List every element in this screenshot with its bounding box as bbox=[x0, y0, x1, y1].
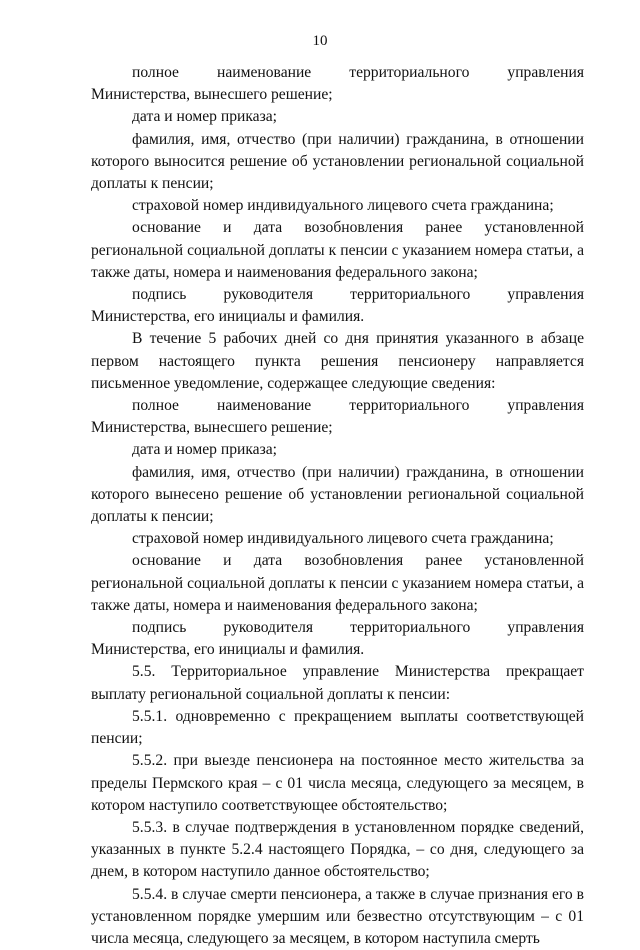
paragraph: страховой номер индивидуального лицевого счета гражданина; bbox=[132, 197, 554, 215]
paragraph: основание и дата возобновления ранее установленной региональной социальной доплаты к пенсии с указанием номера статьи, а также даты, номера и наименования федерального закона; bbox=[91, 552, 584, 614]
paragraph: полное наименование территориального управления Министерства, вынесшего решение; bbox=[91, 397, 584, 437]
paragraph: 5.5. Территориальное управление Министерства прекращает выплату региональной социальной доплаты к пенсии: bbox=[91, 663, 584, 703]
paragraph: подпись руководителя территориального управления Министерства, его инициалы и фамилия. bbox=[91, 286, 584, 326]
paragraph: 5.5.2. при выезде пенсионера на постоянное место жительства за пределы Пермского края – с 01 числа месяца, следующего за месяцем, в котором наступило соответствующее обстоятельство; bbox=[91, 752, 584, 814]
page-number: 10 bbox=[312, 33, 328, 49]
paragraph: В течение 5 рабочих дней со дня принятия указанного в абзаце первом настоящего пункта решения пенсионеру направляется письменное уведомление, содержащее следующие сведения: bbox=[91, 330, 584, 392]
paragraph: полное наименование территориального управления Министерства, вынесшего решение; bbox=[91, 64, 584, 104]
paragraph: 5.5.3. в случае подтверждения в установленном порядке сведений, указанных в пункте 5.2.4 настоящего Порядка, – со дня, следующего за днем, в котором наступило данное обстоятельство; bbox=[91, 818, 584, 881]
paragraph: страховой номер индивидуального лицевого счета гражданина; bbox=[132, 530, 554, 548]
document-body bbox=[91, 62, 584, 950]
paragraph: фамилия, имя, отчество (при наличии) гражданина, в отношении которого вынесено решение об установлении региональной социальной доплаты к пенсии; bbox=[91, 463, 584, 526]
paragraph: основание и дата возобновления ранее установленной региональной социальной доплаты к пенсии с указанием номера статьи, а также даты, номера и наименования федерального закона; bbox=[91, 219, 584, 281]
paragraph: дата и номер приказа; bbox=[132, 441, 278, 459]
paragraph: 5.5.1. одновременно с прекращением выплаты соответствующей пенсии; bbox=[91, 707, 584, 748]
paragraph: дата и номер приказа; bbox=[132, 108, 278, 126]
paragraph: 5.5.4. в случае смерти пенсионера, а также в случае признания его в установленном порядке умершим или безвестно отсутствующим – с 01 числа месяца, следующего за месяцем, в котором наступила смерть bbox=[91, 885, 584, 947]
paragraph: подпись руководителя территориального управления Министерства, его инициалы и фамилия. bbox=[91, 619, 584, 659]
paragraph: фамилия, имя, отчество (при наличии) гражданина, в отношении которого выносится решение об установлении региональной социальной доплаты к пенсии; bbox=[91, 130, 584, 193]
